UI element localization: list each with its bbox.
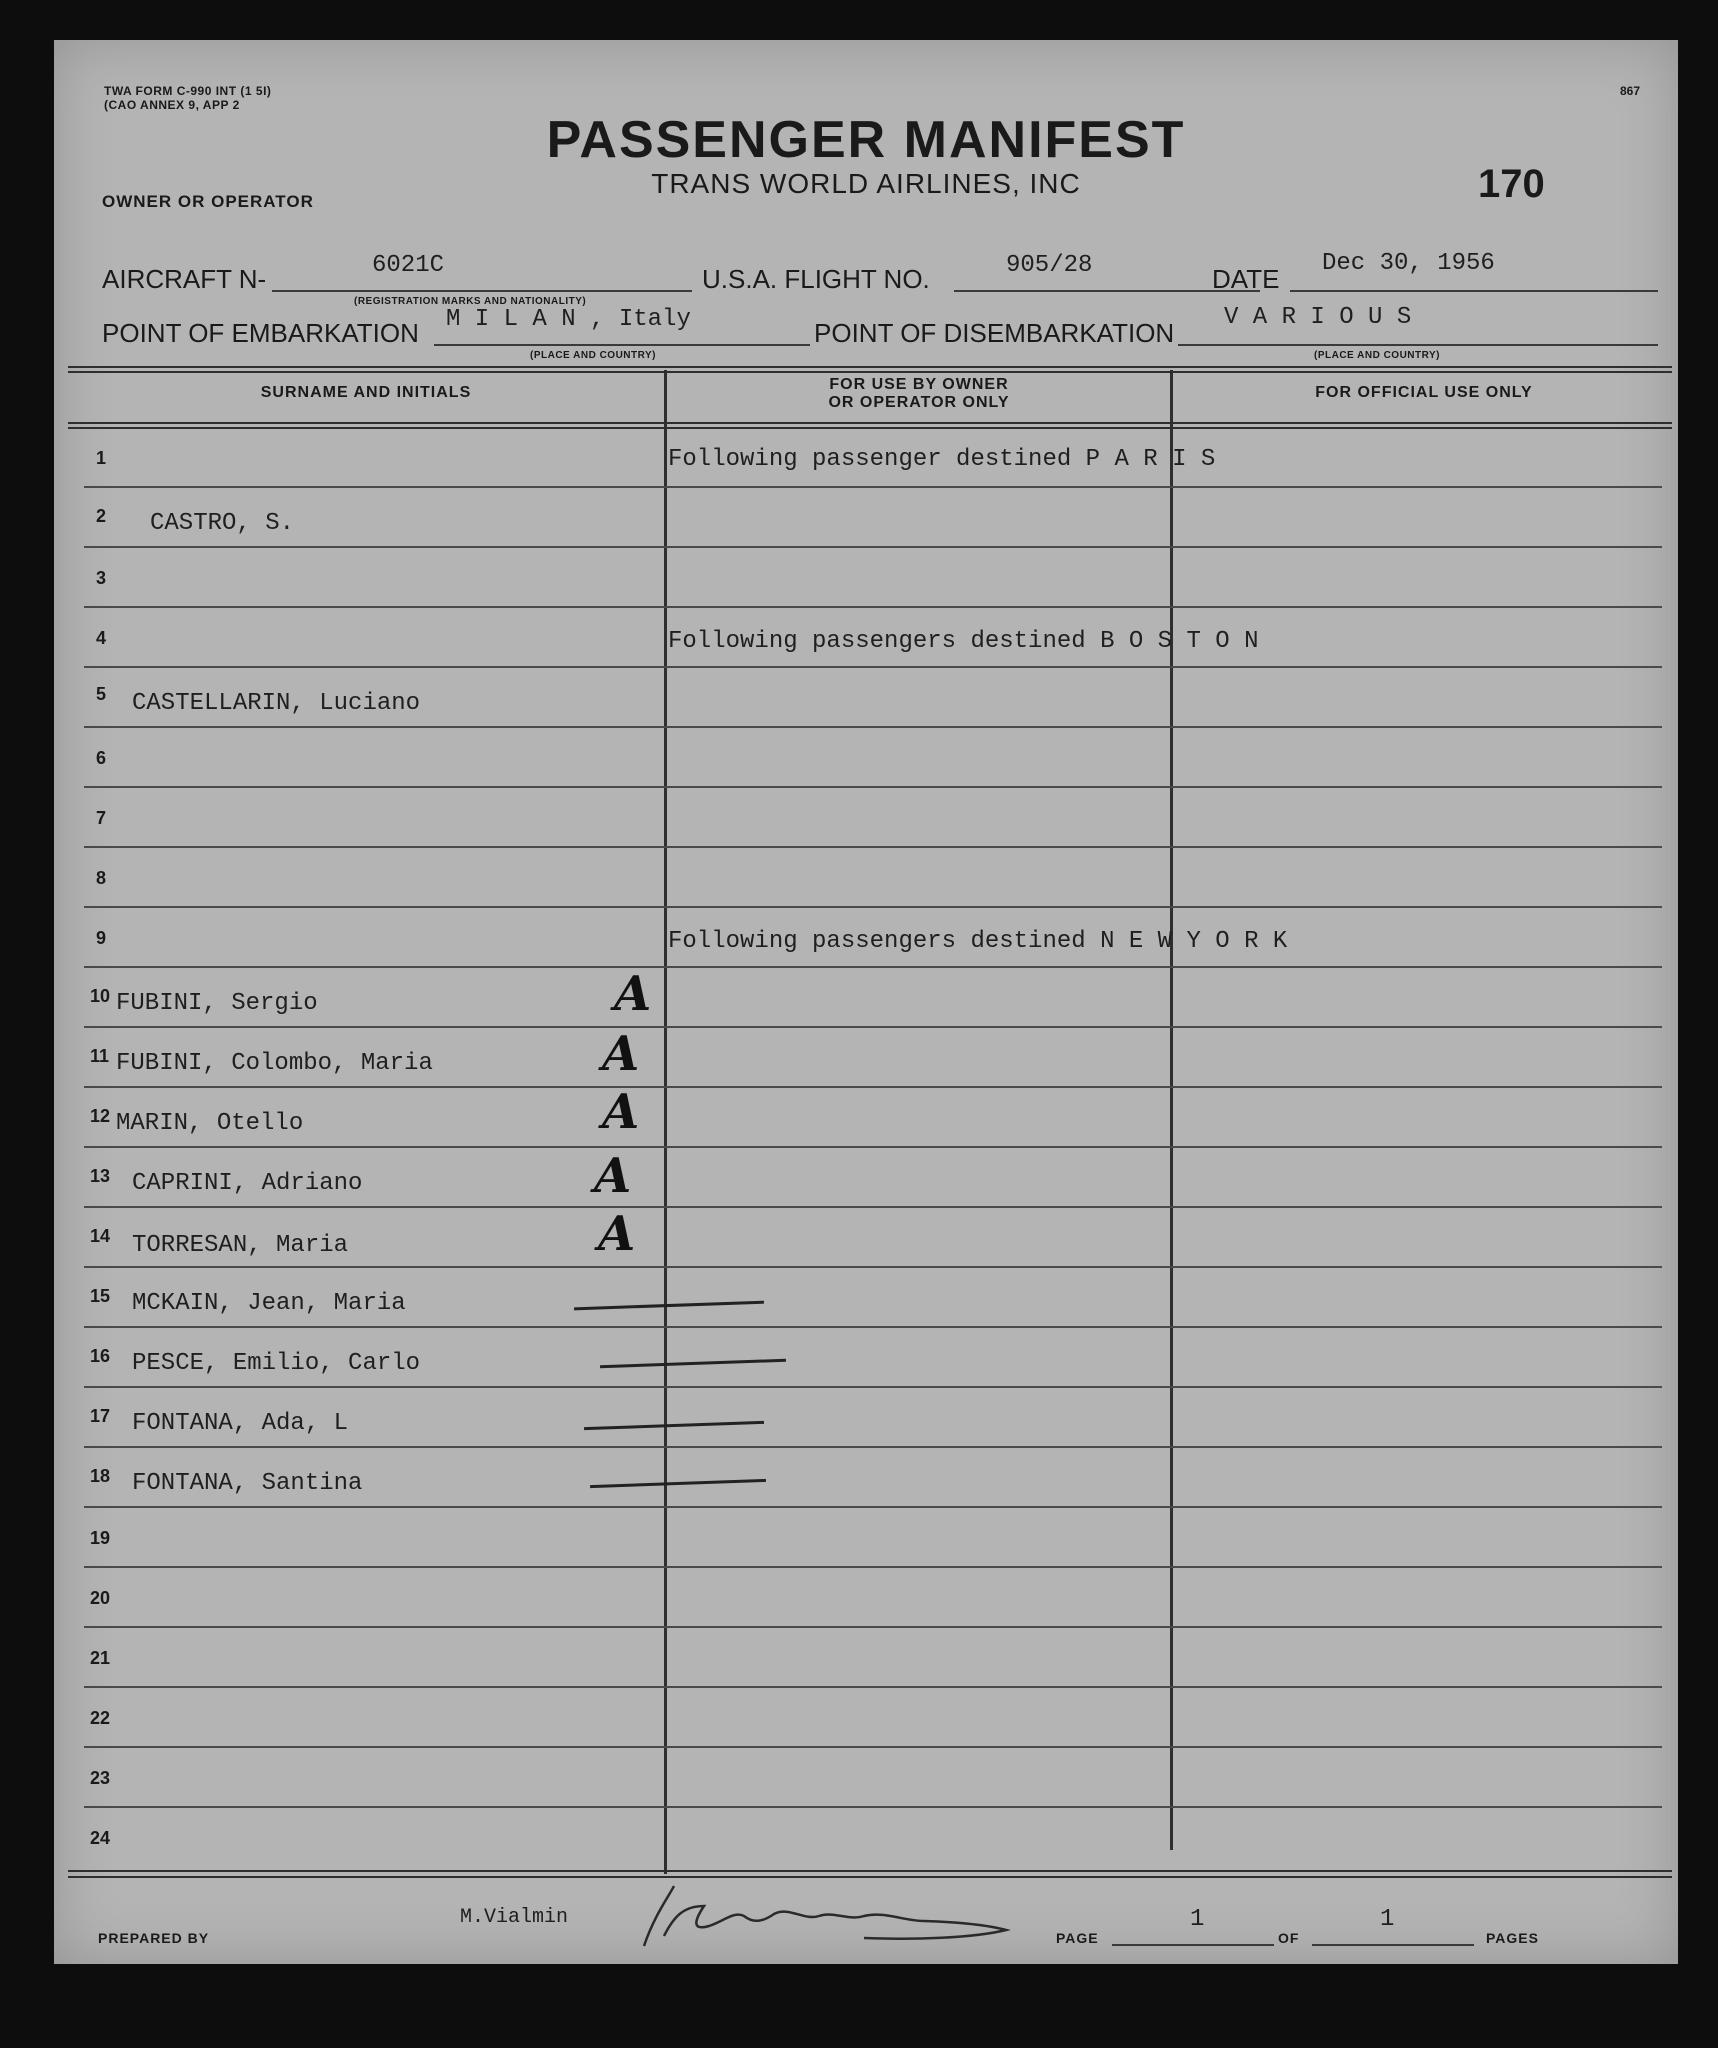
table-row (54, 1328, 1678, 1388)
header-bottom-rule (68, 422, 1672, 424)
embarkation-label: POINT OF EMBARKATION (102, 318, 419, 348)
table-row (54, 548, 1678, 608)
row-number: 16 (90, 1346, 111, 1366)
col-header-official: FOR OFFICIAL USE ONLY (1315, 384, 1533, 401)
flight-value: 905/28 (1006, 252, 1093, 279)
table-row (54, 908, 1678, 968)
row-number: 5 (96, 684, 107, 704)
registration-note: (REGISTRATION MARKS AND NATIONALITY) (354, 296, 587, 307)
table-row (54, 1148, 1678, 1208)
table-row (54, 968, 1678, 1028)
row-number: 13 (90, 1166, 111, 1186)
disembarkation-value: V A R I O U S (1224, 304, 1412, 331)
table-row (54, 1568, 1678, 1628)
passenger-name: PESCE, Emilio, Carlo (132, 1350, 421, 1377)
row-number: 17 (90, 1406, 111, 1426)
owner-label: OWNER OR OPERATOR (102, 192, 314, 211)
page-value: 1 (1190, 1906, 1205, 1933)
form-identifier (104, 84, 271, 112)
embarkation-value: M I L A N , Italy (446, 306, 691, 333)
passenger-name: FUBINI, Sergio (116, 990, 318, 1017)
col-header-surname: SURNAME AND INITIALS (260, 384, 472, 401)
row-number: 24 (90, 1828, 111, 1848)
row-number: 11 (90, 1046, 110, 1066)
page-title: PASSENGER MANIFEST (546, 111, 1186, 169)
arrival-check-mark: A (594, 1148, 632, 1204)
strike-line (574, 1301, 764, 1311)
date-label: DATE (1212, 264, 1280, 294)
table-row (54, 428, 1678, 488)
table-row (54, 1388, 1678, 1448)
row-number: 15 (90, 1286, 111, 1306)
disembarkation-label: POINT OF DISEMBARKATION (814, 318, 1175, 348)
table-row (54, 1808, 1678, 1868)
corner-code: 867 (1619, 84, 1640, 98)
col-header-owner-line-2: OR OPERATOR ONLY (828, 394, 1010, 411)
passenger-name: TORRESAN, Maria (132, 1232, 349, 1259)
row-number: 19 (90, 1528, 111, 1548)
aircraft-label: AIRCRAFT N- (102, 264, 267, 294)
table-row (54, 608, 1678, 668)
row-note: Following passenger destined P A R I S (668, 446, 1216, 473)
row-number: 18 (90, 1466, 111, 1486)
table-bottom-rule (68, 1870, 1672, 1872)
row-number: 1 (96, 448, 107, 468)
row-number: 12 (90, 1106, 111, 1126)
row-note: Following passengers destined N E W Y O R K (668, 928, 1288, 955)
table-row (54, 1084, 1678, 1148)
arrival-check-mark: A (614, 966, 652, 1022)
row-number: 20 (90, 1588, 111, 1608)
arrival-check-mark: A (602, 1026, 640, 1082)
passenger-name: MCKAIN, Jean, Maria (132, 1290, 406, 1317)
passenger-name: MARIN, Otello (116, 1110, 304, 1137)
row-number: 2 (96, 506, 107, 526)
manifest-sheet (54, 40, 1678, 1964)
table-row (54, 1688, 1678, 1748)
table-row (54, 1508, 1678, 1568)
passenger-name: FONTANA, Ada, L (132, 1410, 349, 1437)
of-label: OF (1278, 1930, 1300, 1946)
col-header-owner (668, 376, 1170, 412)
table-row (54, 1748, 1678, 1808)
strike-line (584, 1421, 764, 1430)
table-top-rule-2 (68, 371, 1672, 373)
table-row (54, 488, 1678, 548)
page-underline (1112, 1944, 1274, 1946)
passenger-name: CASTELLARIN, Luciano (132, 690, 421, 717)
form-id-line-1: TWA FORM C-990 INT (1 5I) (104, 84, 272, 98)
arrival-check-mark: A (602, 1084, 640, 1140)
arrival-check-mark: A (598, 1206, 636, 1262)
airline-name: TRANS WORLD AIRLINES, INC (651, 168, 1081, 199)
pages-label: PAGES (1486, 1930, 1539, 1946)
row-number: 22 (90, 1708, 111, 1728)
date-underline (1290, 290, 1658, 292)
row-note: Following passengers destined B O S T O N (668, 628, 1259, 655)
row-number: 4 (96, 628, 107, 648)
embarkation-note: (PLACE AND COUNTRY) (530, 350, 656, 361)
row-number: 21 (90, 1648, 111, 1668)
table-row (54, 1028, 1678, 1088)
disembarkation-note: (PLACE AND COUNTRY) (1314, 350, 1440, 361)
row-number: 6 (96, 748, 107, 768)
of-value: 1 (1380, 1906, 1395, 1933)
prepared-by-label: PREPARED BY (98, 1930, 210, 1946)
table-top-rule (68, 366, 1672, 368)
disembarkation-underline (1178, 344, 1658, 346)
row-number: 7 (96, 808, 107, 828)
passenger-name: CASTRO, S. (150, 510, 295, 537)
row-number: 3 (96, 568, 107, 588)
page-label: PAGE (1056, 1930, 1099, 1946)
col-header-owner-line-1: FOR USE BY OWNER (829, 376, 1009, 393)
of-underline (1312, 1944, 1474, 1946)
row-number: 9 (96, 928, 107, 948)
row-number: 8 (96, 868, 107, 888)
strike-line (600, 1359, 786, 1368)
row-number: 10 (90, 986, 111, 1006)
signature-scribble (614, 1876, 1034, 1956)
prepared-by-value: M.Vialmin (460, 1906, 569, 1929)
table-row (54, 1448, 1678, 1508)
embarkation-underline (434, 344, 810, 346)
date-value: Dec 30, 1956 (1322, 250, 1495, 277)
passenger-name: FONTANA, Santina (132, 1470, 363, 1497)
table-row (54, 1208, 1678, 1268)
aircraft-underline (272, 290, 692, 292)
table-row (54, 668, 1678, 728)
table-row (54, 788, 1678, 848)
table-row (54, 848, 1678, 908)
passenger-name: FUBINI, Colombo, Maria (116, 1050, 433, 1077)
sheet-number: 170 (1478, 162, 1545, 206)
table-row (54, 1268, 1678, 1328)
aircraft-value: 6021C (372, 252, 445, 279)
table-row (54, 728, 1678, 788)
table-row (54, 1628, 1678, 1688)
strike-line (590, 1479, 766, 1488)
passenger-name: CAPRINI, Adriano (132, 1170, 363, 1197)
form-id-line-2: (CAO ANNEX 9, APP 2 (104, 98, 240, 112)
flight-label: U.S.A. FLIGHT NO. (702, 264, 930, 294)
row-number: 23 (90, 1768, 111, 1788)
row-number: 14 (90, 1226, 111, 1246)
